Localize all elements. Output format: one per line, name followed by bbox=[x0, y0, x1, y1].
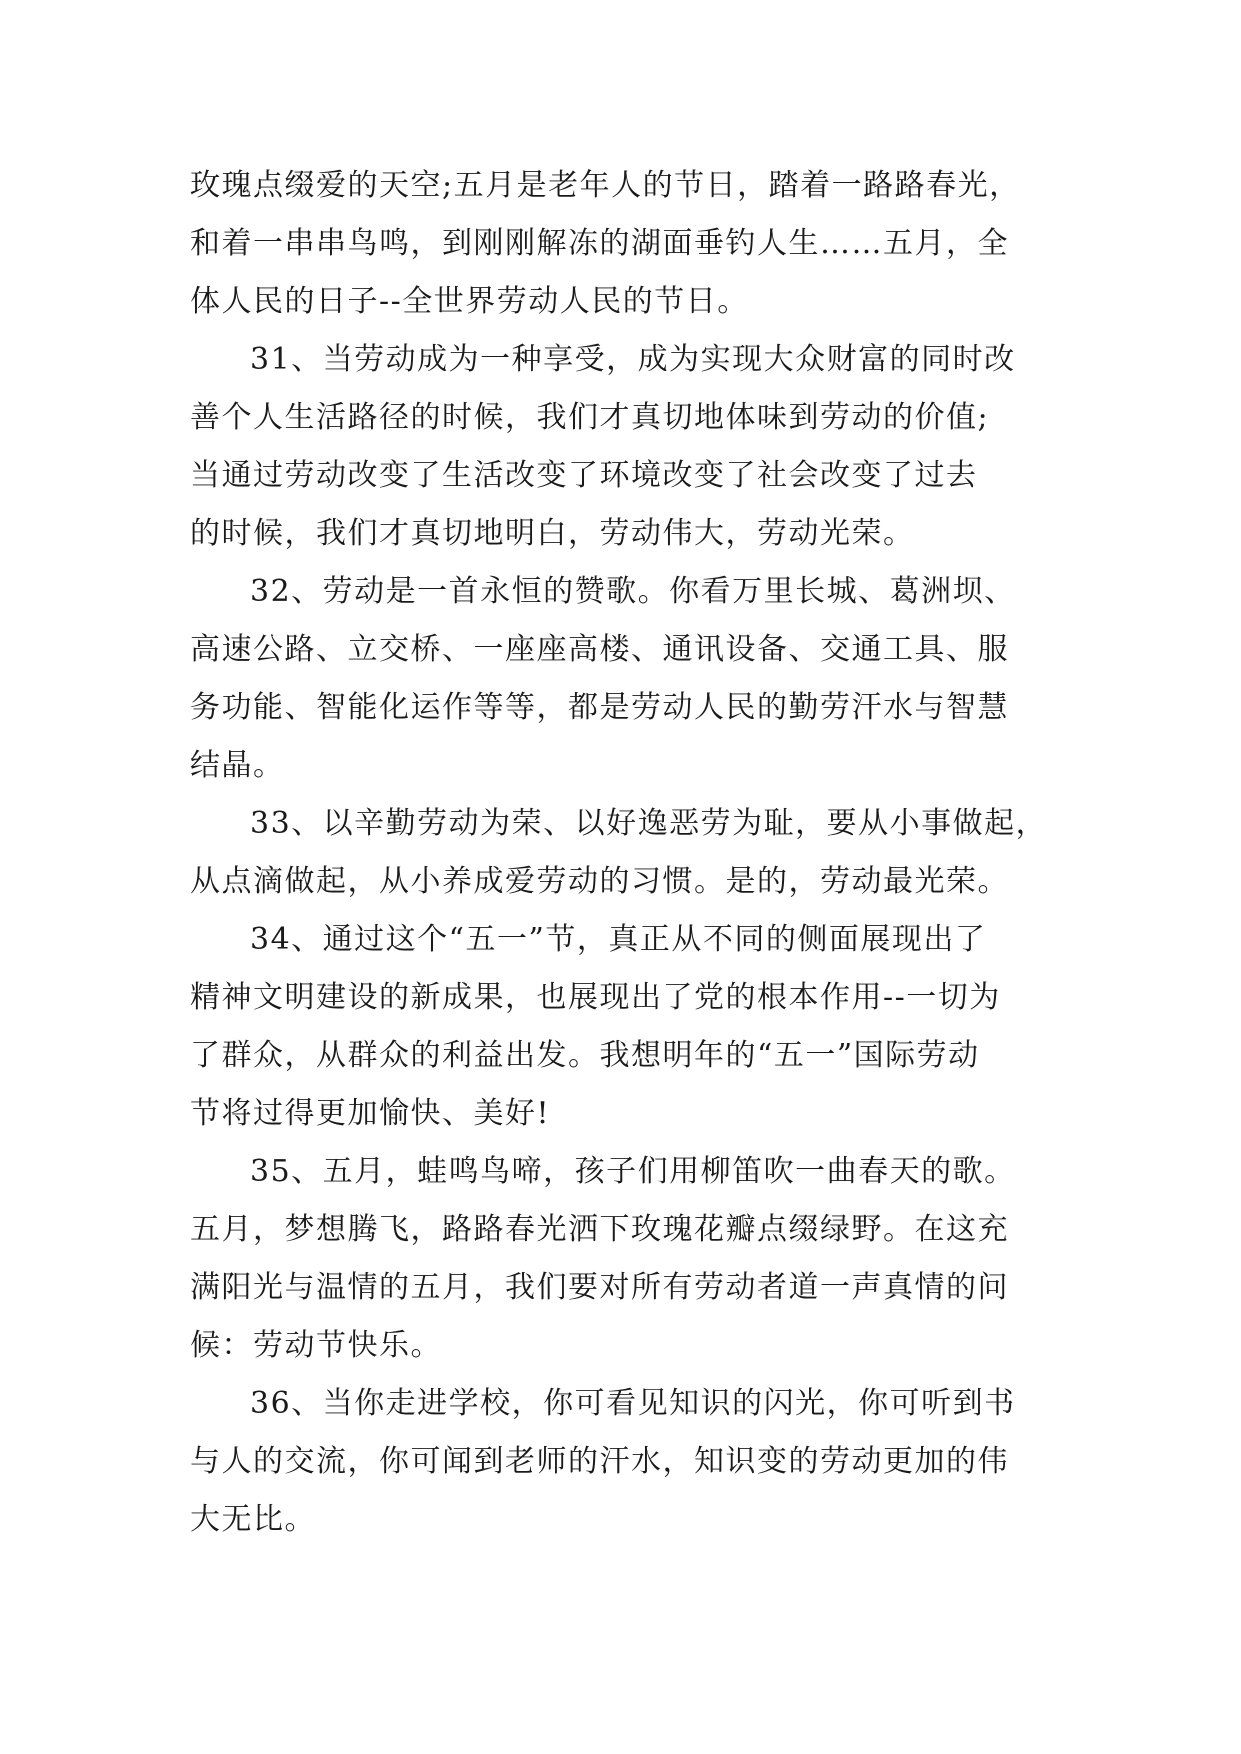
text-line: 和着一串串鸟鸣，到刚刚解冻的湖面垂钓人生……五月，全 bbox=[190, 226, 1009, 261]
text-line: 大无比。 bbox=[190, 1502, 316, 1537]
text-line: 善个人生活路径的时候，我们才真切地体味到劳动的价值; bbox=[190, 400, 990, 435]
text-line: 与人的交流，你可闻到老师的汗水，知识变的劳动更加的伟 bbox=[190, 1444, 1009, 1479]
text-line: 节将过得更加愉快、美好! bbox=[190, 1096, 551, 1131]
paragraph-intro bbox=[190, 157, 1070, 331]
text-line: 了群众，从群众的利益出发。我想明年的“五一”国际劳动 bbox=[190, 1038, 980, 1073]
paragraph-34 bbox=[190, 911, 1070, 1143]
text-line: 当通过劳动改变了生活改变了环境改变了社会改变了过去 bbox=[190, 458, 978, 493]
text-line: 务功能、智能化运作等等，都是劳动人民的勤劳汗水与智慧 bbox=[190, 690, 1009, 725]
text-line: 精神文明建设的新成果，也展现出了党的根本作用--一切为 bbox=[190, 980, 1001, 1015]
text-line: 候：劳动节快乐。 bbox=[190, 1328, 442, 1363]
text-line: 31、当劳动成为一种享受，成为实现大众财富的同时改 bbox=[250, 342, 1016, 377]
paragraph-32 bbox=[190, 563, 1070, 795]
text-line: 36、当你走进学校，你可看见知识的闪光，你可听到书 bbox=[250, 1386, 1016, 1421]
text-line: 高速公路、立交桥、一座座高楼、通讯设备、交通工具、服 bbox=[190, 632, 1009, 667]
paragraph-33 bbox=[190, 795, 1070, 911]
text-line: 从点滴做起，从小养成爱劳动的习惯。是的，劳动最光荣。 bbox=[190, 864, 1009, 899]
text-line: 34、通过这个“五一”节，真正从不同的侧面展现出了 bbox=[250, 922, 987, 957]
paragraph-35 bbox=[190, 1143, 1070, 1375]
paragraph-31 bbox=[190, 331, 1070, 563]
text-line: 32、劳动是一首永恒的赞歌。你看万里长城、葛洲坝、 bbox=[250, 574, 1016, 609]
text-line: 结晶。 bbox=[190, 748, 285, 783]
text-line: 满阳光与温情的五月，我们要对所有劳动者道一声真情的问 bbox=[190, 1270, 1009, 1305]
paragraph-36 bbox=[190, 1375, 1070, 1549]
text-line: 35、五月，蛙鸣鸟啼，孩子们用柳笛吹一曲春天的歌。 bbox=[250, 1154, 1016, 1189]
text-line: 五月，梦想腾飞，路路春光洒下玫瑰花瓣点缀绿野。在这充 bbox=[190, 1212, 1009, 1247]
text-line: 的时候，我们才真切地明白，劳动伟大，劳动光荣。 bbox=[190, 516, 915, 551]
text-line: 体人民的日子--全世界劳动人民的节日。 bbox=[190, 284, 749, 319]
document-body bbox=[190, 157, 1070, 1549]
text-line: 玫瑰点缀爱的天空;五月是老年人的节日，踏着一路路春光， bbox=[190, 168, 1021, 203]
text-line: 33、以辛勤劳动为荣、以好逸恶劳为耻，要从小事做起， bbox=[250, 806, 1048, 841]
